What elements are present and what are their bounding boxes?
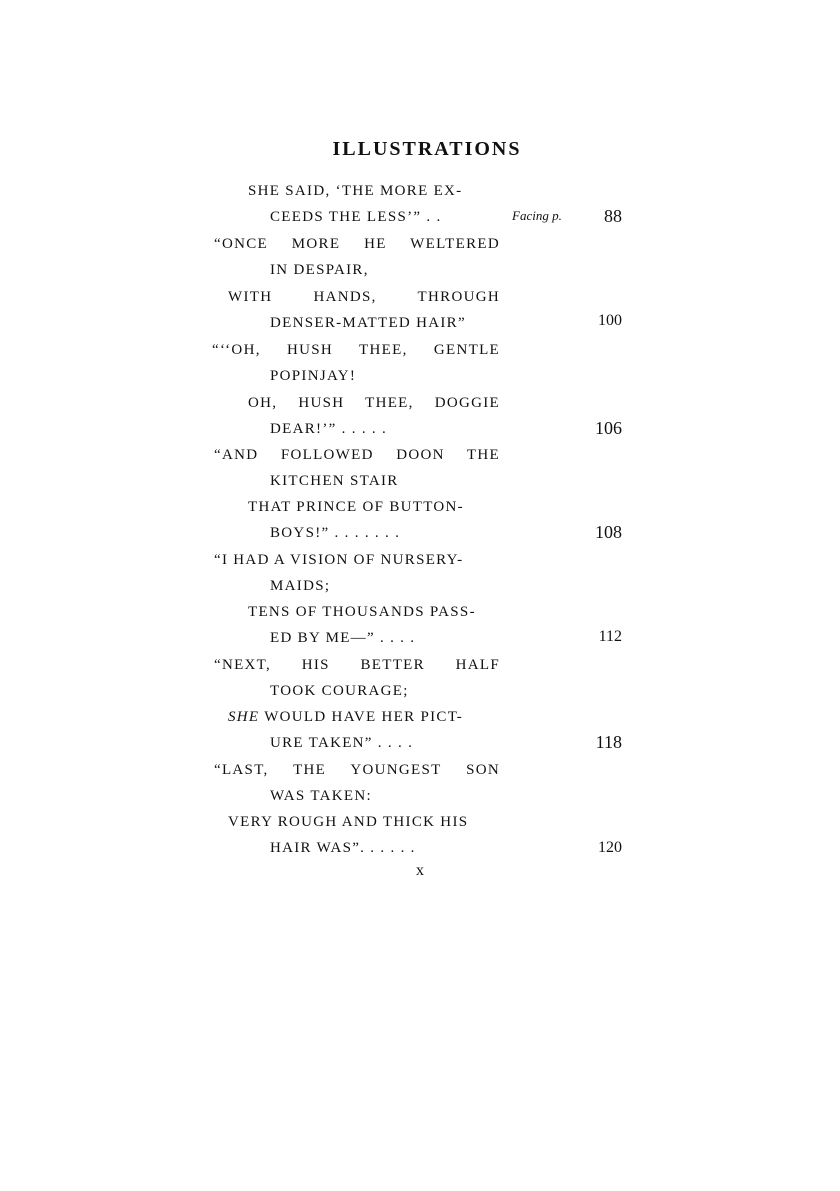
page-folio: x (416, 862, 424, 879)
entry-5-line-4: ED BY ME—” . . . . (270, 630, 416, 646)
entry-4-line-4: BOYS!” . . . . . . . (270, 525, 401, 541)
entry-6-line-2: TOOK COURAGE; (270, 683, 409, 699)
entry-3-line-1: “‘‘OH, HUSH THEE, GENTLE (212, 342, 500, 358)
entry-5-line-3: TENS OF THOUSANDS PASS- (248, 604, 476, 620)
entry-4-line-2: KITCHEN STAIR (270, 473, 399, 489)
entry-7-line-1: “LAST, THE YOUNGEST SON (214, 762, 500, 778)
entry-7-line-2: WAS TAKEN: (270, 788, 372, 804)
entry-1-page-number: 88 (604, 206, 622, 226)
entry-2-line-4: DENSER-MATTED HAIR” (270, 315, 466, 331)
entry-4-page-number: 108 (595, 522, 622, 542)
entry-1-line-2: CEEDS THE LESS’” . . (270, 209, 442, 225)
entry-1-line-1: SHE SAID, ‘THE MORE EX- (248, 183, 463, 199)
entry-2-line-2: IN DESPAIR, (270, 262, 369, 278)
page-title: ILLUSTRATIONS (332, 138, 522, 160)
entry-3-line-2: POPINJAY! (270, 368, 357, 384)
entry-3-line-4: DEAR!’” . . . . . (270, 421, 388, 437)
entry-7-page-number: 120 (598, 839, 622, 856)
entry-3-page-number: 106 (595, 418, 622, 438)
entry-2-line-3: WITH HANDS, THROUGH (228, 289, 500, 305)
entry-7-line-4: HAIR WAS”. . . . . . (270, 840, 416, 856)
entry-3-line-3: OH, HUSH THEE, DOGGIE (248, 395, 500, 411)
entry-6-line-4: URE TAKEN” . . . . (270, 735, 414, 751)
facing-page-label: Facing p. (512, 208, 562, 223)
entry-4-line-1: “AND FOLLOWED DOON THE (214, 447, 500, 463)
entry-6-page-number: 118 (595, 732, 622, 752)
entry-6-italic-word: SHE (228, 709, 260, 725)
entry-7-line-3: VERY ROUGH AND THICK HIS (228, 814, 469, 830)
entry-6-line-3: WOULD HAVE HER PICT- (264, 709, 464, 725)
entry-5-line-1: “I HAD A VISION OF NURSERY- (214, 552, 464, 568)
entry-5-page-number: 112 (598, 628, 622, 645)
entry-2-line-1: “ONCE MORE HE WELTERED (214, 236, 500, 252)
entry-5-line-2: MAIDS; (270, 578, 331, 594)
entry-4-line-3: THAT PRINCE OF BUTTON- (248, 499, 464, 515)
entry-2-page-number: 100 (598, 312, 622, 329)
entry-6-line-1: “NEXT, HIS BETTER HALF (214, 657, 500, 673)
